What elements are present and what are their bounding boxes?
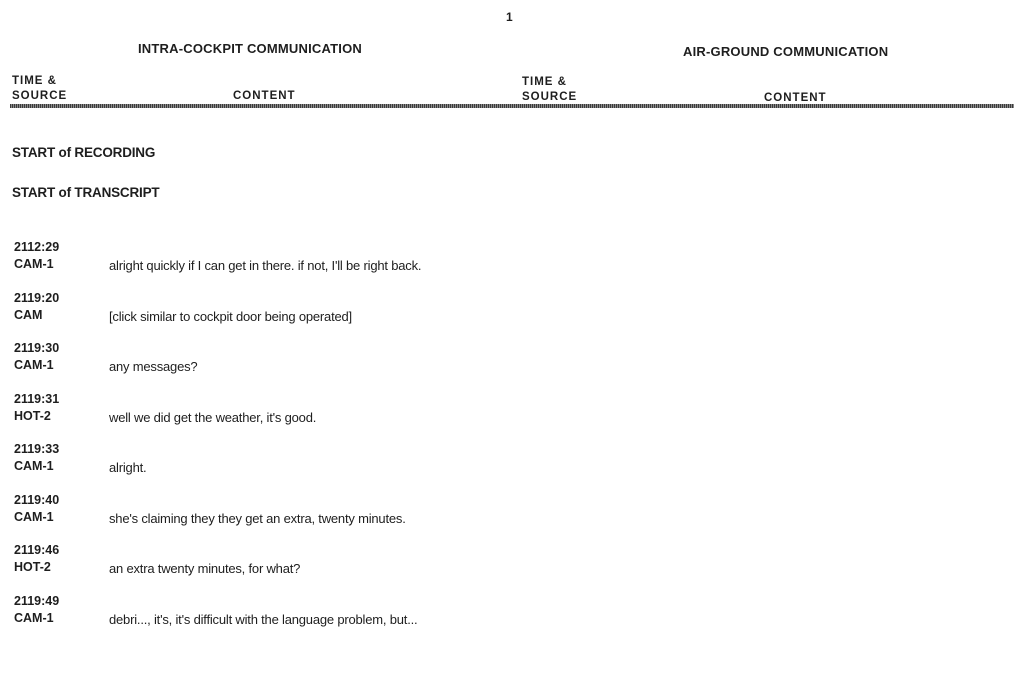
left-time-source-header [12,74,67,104]
entry-source: HOT-2 [14,560,51,574]
transcript-entry [0,493,1024,544]
entry-content: an extra twenty minutes, for what? [109,561,301,576]
entry-source: CAM [14,307,43,322]
transcript-entry [0,594,1024,645]
entry-content: debri..., it's, it's difficult with the language problem, but... [109,611,418,627]
entry-time: 2119:31 [14,391,60,406]
right-content-header: CONTENT [764,92,827,104]
start-transcript-marker: START of TRANSCRIPT [12,185,160,200]
transcript-entry [0,291,1024,342]
entry-source: HOT-2 [14,408,51,423]
entry-source: CAM-1 [14,509,54,524]
intra-cockpit-title: INTRA-COCKPIT COMMUNICATION [138,41,362,56]
right-time-label: TIME & [522,76,567,88]
entry-source: CAM-1 [14,610,54,625]
entry-time: 2119:33 [14,442,60,456]
entry-source: CAM-1 [14,358,54,372]
right-time-source-header [522,75,577,105]
entry-time: 2119:30 [14,341,60,355]
entry-time: 2119:46 [14,543,60,557]
transcript-entry [0,442,1024,493]
header-rule [10,104,1014,108]
entry-content: alright. [109,460,147,475]
right-source-label: SOURCE [522,91,578,103]
left-content-header: CONTENT [233,90,296,102]
entry-content: any messages? [109,359,198,374]
transcript-entry [0,341,1024,392]
transcript-entry [0,543,1024,594]
entry-time: 2119:49 [14,593,60,608]
entry-content: well we did get the weather, it's good. [109,409,317,425]
transcript-entry [0,392,1024,443]
air-ground-title: AIR-GROUND COMMUNICATION [683,44,889,59]
transcript-entries [0,240,1024,644]
start-recording-marker: START of RECORDING [12,145,156,160]
page-number: 1 [506,10,513,24]
entry-time: 2112:29 [14,240,60,254]
entry-source: CAM-1 [14,459,54,473]
left-source-label: SOURCE [12,90,68,102]
left-time-label: TIME & [12,75,57,87]
entry-time: 2119:20 [14,290,60,305]
entry-source: CAM-1 [14,257,54,271]
entry-content: alright quickly if I can get in there. if not, I'll be right back. [109,258,422,273]
entry-content: she's claiming they they get an extra, twenty minutes. [109,510,406,526]
entry-content: [click similar to cockpit door being operated] [109,308,352,324]
transcript-entry [0,240,1024,291]
entry-time: 2119:40 [14,492,60,507]
